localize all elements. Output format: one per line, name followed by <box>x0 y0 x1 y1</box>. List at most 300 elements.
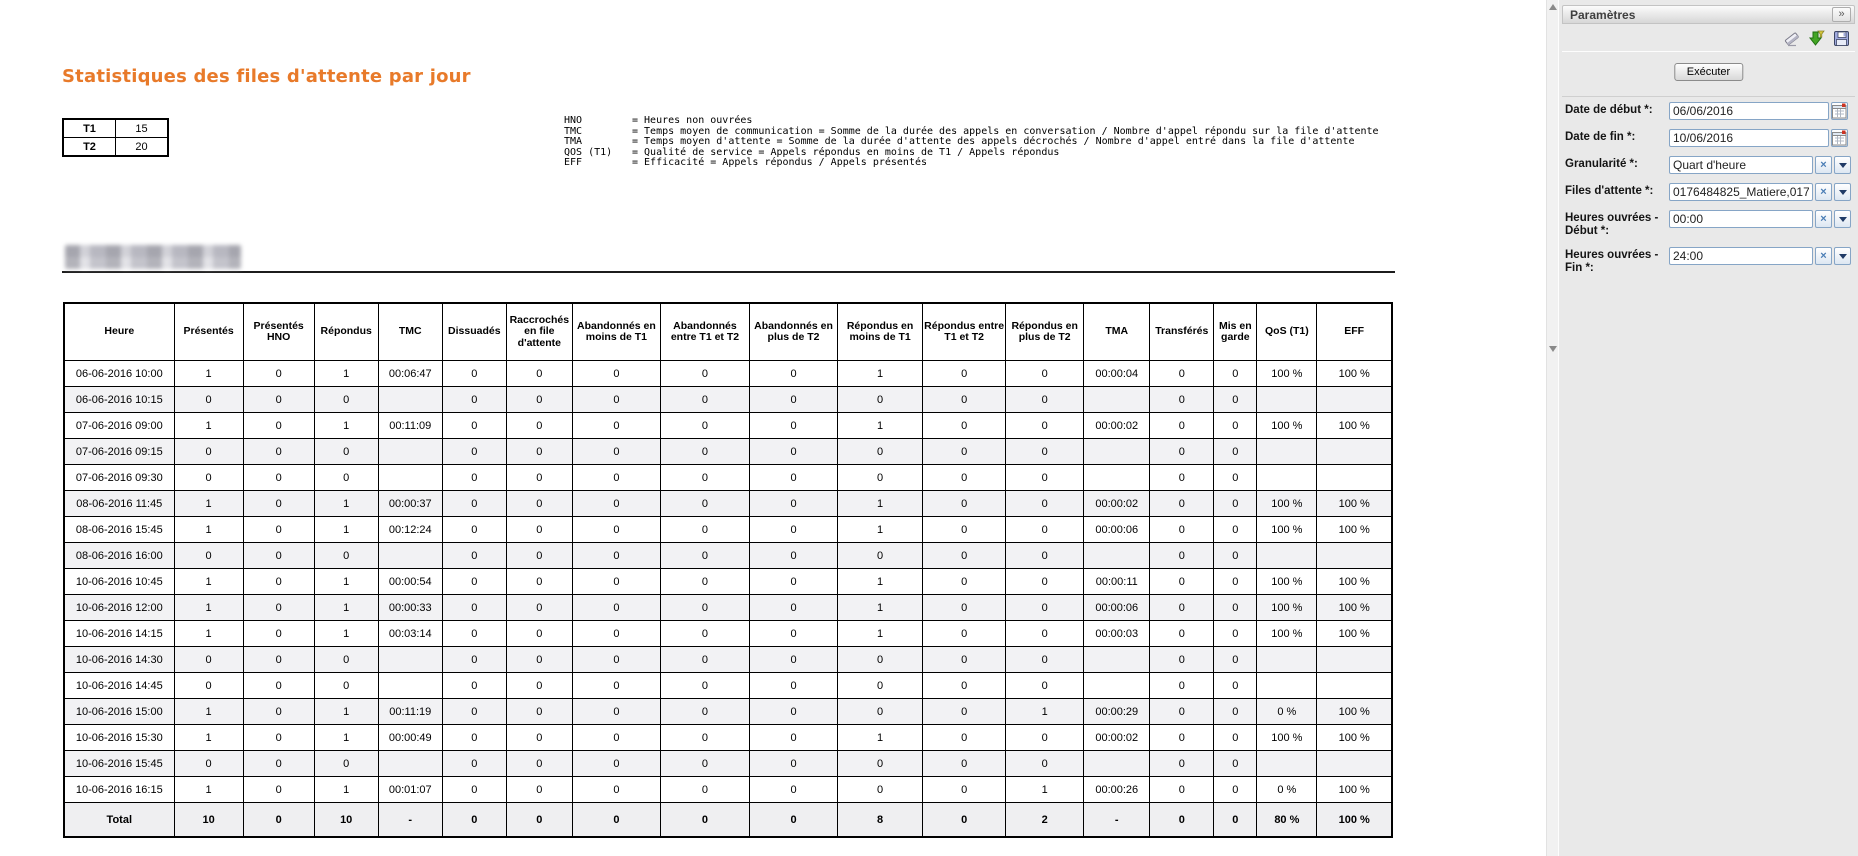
table-cell: 0 <box>1006 751 1084 777</box>
table-cell: 0 <box>1214 491 1257 517</box>
table-cell: 08-06-2016 16:00 <box>64 543 174 569</box>
table-cell: 0 <box>572 569 660 595</box>
table-cell: 08-06-2016 15:45 <box>64 517 174 543</box>
col-header: Heure <box>64 303 174 361</box>
table-cell: 0 <box>660 413 749 439</box>
table-cell <box>1257 647 1317 673</box>
table-cell: 0 <box>314 751 378 777</box>
threshold-value: 15 <box>116 119 169 138</box>
table-cell: 100 % <box>1317 569 1392 595</box>
calendar-icon[interactable] <box>1831 102 1848 120</box>
thresholds-table <box>62 118 169 157</box>
total-cell: 0 <box>923 803 1006 838</box>
table-cell <box>1257 439 1317 465</box>
table-cell: 00:00:49 <box>378 725 442 751</box>
table-cell: 0 <box>660 699 749 725</box>
table-cell: 0 <box>838 647 923 673</box>
dd-glyph-shape <box>1839 254 1847 259</box>
table-cell: 00:00:02 <box>1084 413 1150 439</box>
clear-icon[interactable] <box>1815 183 1832 201</box>
chevron-down-icon[interactable] <box>1834 156 1851 174</box>
table-cell: 1 <box>174 777 243 803</box>
table-cell: 0 <box>506 361 572 387</box>
table-cell: 0 <box>923 777 1006 803</box>
field-date-fin-input[interactable] <box>1669 129 1829 147</box>
field-date-debut-input[interactable] <box>1669 102 1829 120</box>
table-cell: 0 <box>923 673 1006 699</box>
table-cell: 0 <box>1214 439 1257 465</box>
table-cell: 1 <box>838 569 923 595</box>
table-row <box>64 439 1392 465</box>
table-cell <box>1317 387 1392 413</box>
col-header: Raccrochés en file d'attente <box>506 303 572 361</box>
panel-collapse-button[interactable]: » <box>1832 7 1851 22</box>
table-row <box>64 751 1392 777</box>
table-cell: 0 <box>923 621 1006 647</box>
table-cell <box>1084 465 1150 491</box>
table-cell: 100 % <box>1317 699 1392 725</box>
table-cell: 0 <box>442 439 506 465</box>
field-heures-ouvrees-debut-input[interactable] <box>1669 210 1813 228</box>
table-cell: 0 <box>1214 673 1257 699</box>
total-cell: 8 <box>838 803 923 838</box>
dd-glyph-shape <box>1839 190 1847 195</box>
table-cell: 0 <box>243 569 314 595</box>
field-files-attente-controls <box>1669 183 1851 201</box>
chevron-down-icon[interactable] <box>1834 183 1851 201</box>
table-cell: 07-06-2016 09:00 <box>64 413 174 439</box>
table-cell: 1 <box>314 413 378 439</box>
table-cell: 0 <box>660 387 749 413</box>
table-cell: 100 % <box>1317 491 1392 517</box>
table-cell: 0 <box>314 673 378 699</box>
legend-abbr: TMC <box>564 125 583 137</box>
col-header: Présentés <box>174 303 243 361</box>
x-glyph: × <box>1820 212 1827 225</box>
table-cell: 0 <box>660 361 749 387</box>
table-cell: 0 <box>923 699 1006 725</box>
legend-text: = Heures non ouvrées <box>632 115 753 126</box>
table-cell: 0 <box>660 439 749 465</box>
table-cell: 0 <box>243 413 314 439</box>
field-heures-ouvrees-fin-input[interactable] <box>1669 247 1813 265</box>
table-cell: 0 <box>1006 413 1084 439</box>
parameters-form <box>1565 102 1854 284</box>
table-cell: 0 <box>572 595 660 621</box>
table-cell <box>1084 751 1150 777</box>
table-cell: 00:00:37 <box>378 491 442 517</box>
table-cell: 100 % <box>1257 517 1317 543</box>
table-cell: 0 <box>243 699 314 725</box>
table-cell: 1 <box>174 491 243 517</box>
table-cell: 0 <box>442 647 506 673</box>
table-cell: 100 % <box>1257 621 1317 647</box>
legend-abbr: EFF <box>564 157 583 168</box>
table-cell: 0 <box>660 751 749 777</box>
field-date-fin-label: Date de fin *: <box>1565 131 1636 143</box>
clear-icon[interactable] <box>1815 247 1832 265</box>
table-cell: 0 <box>243 673 314 699</box>
table-cell: 0 <box>660 569 749 595</box>
table-row <box>64 543 1392 569</box>
table-cell: 0 <box>660 673 749 699</box>
x-glyph: × <box>1820 249 1827 262</box>
table-cell: 0 <box>838 777 923 803</box>
table-cell: 00:00:54 <box>378 569 442 595</box>
table-cell: 0 <box>660 543 749 569</box>
col-header: Transférés <box>1150 303 1214 361</box>
chevron-down-icon[interactable] <box>1834 210 1851 228</box>
table-cell: 0 <box>572 387 660 413</box>
table-cell: 100 % <box>1257 595 1317 621</box>
table-cell: 0 <box>1214 699 1257 725</box>
table-cell: 0 <box>174 439 243 465</box>
table-cell: 1 <box>174 621 243 647</box>
table-cell <box>378 751 442 777</box>
table-cell: 0 <box>1214 543 1257 569</box>
table-cell <box>1317 543 1392 569</box>
table-cell: 07-06-2016 09:30 <box>64 465 174 491</box>
table-cell: 0 <box>572 699 660 725</box>
table-cell: 0 <box>749 413 837 439</box>
table-row <box>64 413 1392 439</box>
table-cell: 1 <box>314 569 378 595</box>
field-heures-ouvrees-fin-label: Heures ouvrées - Fin *: <box>1565 249 1659 274</box>
table-cell: 0 <box>243 751 314 777</box>
table-cell: 00:00:29 <box>1084 699 1150 725</box>
table-cell: 0 <box>442 569 506 595</box>
table-cell: 00:00:33 <box>378 595 442 621</box>
table-cell: 00:03:14 <box>378 621 442 647</box>
table-cell: 0 <box>442 751 506 777</box>
table-cell <box>378 387 442 413</box>
table-cell: 0 <box>174 647 243 673</box>
execute-button[interactable]: Exécuter <box>1674 63 1743 81</box>
table-cell: 0 <box>442 621 506 647</box>
table-cell: 0 <box>243 387 314 413</box>
table-cell: 10-06-2016 14:30 <box>64 647 174 673</box>
scroll-down-icon[interactable] <box>1549 346 1557 352</box>
field-heures-ouvrees-fin-controls <box>1669 247 1851 265</box>
table-cell: 10-06-2016 10:45 <box>64 569 174 595</box>
table-cell: 0 <box>923 491 1006 517</box>
table-cell: 0 <box>923 465 1006 491</box>
stats-header-row <box>64 303 1392 361</box>
table-cell: 0 <box>1006 517 1084 543</box>
field-files-attente-input[interactable] <box>1669 183 1813 201</box>
table-cell: 0 <box>660 621 749 647</box>
table-cell: 0 <box>572 543 660 569</box>
thresholds-body <box>63 119 168 156</box>
field-granularite-input[interactable] <box>1669 156 1813 174</box>
table-cell: 0 % <box>1257 777 1317 803</box>
table-cell: 1 <box>314 491 378 517</box>
form-row-heures-ouvrees-fin <box>1565 247 1854 275</box>
table-cell: 0 <box>243 465 314 491</box>
table-cell: 0 <box>749 361 837 387</box>
table-cell: 0 <box>314 387 378 413</box>
panel-title: Paramètres <box>1570 7 1636 22</box>
table-cell <box>1084 439 1150 465</box>
total-cell: 100 % <box>1317 803 1392 838</box>
table-cell: 0 <box>838 465 923 491</box>
table-cell: 1 <box>174 569 243 595</box>
stats-body <box>64 361 1392 803</box>
table-cell: 00:00:11 <box>1084 569 1150 595</box>
threshold-value: 20 <box>116 138 169 157</box>
table-cell: 06-06-2016 10:00 <box>64 361 174 387</box>
threshold-row <box>63 119 168 138</box>
apply-filter-icon[interactable] <box>1808 30 1826 48</box>
x-glyph: × <box>1820 185 1827 198</box>
table-cell: 0 <box>572 751 660 777</box>
table-cell: 0 <box>243 777 314 803</box>
total-cell: 10 <box>174 803 243 838</box>
table-cell: 0 <box>174 465 243 491</box>
table-cell <box>378 465 442 491</box>
calendar-icon[interactable] <box>1831 129 1848 147</box>
table-cell: 100 % <box>1317 361 1392 387</box>
save-icon[interactable] <box>1833 30 1851 48</box>
table-cell: 1 <box>1006 777 1084 803</box>
table-cell: 0 <box>749 465 837 491</box>
table-cell: 1 <box>838 621 923 647</box>
col-header: TMC <box>378 303 442 361</box>
total-cell: - <box>1084 803 1150 838</box>
table-cell: 07-06-2016 09:15 <box>64 439 174 465</box>
table-cell: 1 <box>1006 699 1084 725</box>
total-cell: 0 <box>1150 803 1214 838</box>
table-cell: 100 % <box>1317 517 1392 543</box>
legend <box>564 116 1379 169</box>
col-header: Dissuadés <box>442 303 506 361</box>
table-cell: 0 <box>838 439 923 465</box>
table-cell: 00:12:24 <box>378 517 442 543</box>
queue-section-header <box>62 243 1395 273</box>
table-cell: 0 <box>506 777 572 803</box>
total-cell: - <box>378 803 442 838</box>
table-cell: 0 <box>1214 621 1257 647</box>
table-cell: 100 % <box>1257 413 1317 439</box>
table-cell: 0 <box>442 361 506 387</box>
table-row <box>64 673 1392 699</box>
table-cell <box>378 647 442 673</box>
table-cell: 0 <box>749 751 837 777</box>
table-cell <box>1317 647 1392 673</box>
table-cell: 00:00:06 <box>1084 517 1150 543</box>
table-cell: 100 % <box>1317 777 1392 803</box>
field-date-debut-controls <box>1669 102 1848 120</box>
table-row <box>64 517 1392 543</box>
table-cell: 00:06:47 <box>378 361 442 387</box>
table-cell: 100 % <box>1257 491 1317 517</box>
table-cell: 0 <box>572 465 660 491</box>
table-cell: 0 <box>749 673 837 699</box>
table-cell: 0 <box>749 517 837 543</box>
table-cell: 0 <box>1150 725 1214 751</box>
table-cell <box>1257 465 1317 491</box>
parameters-panel <box>1558 0 1858 856</box>
table-cell: 0 <box>1214 465 1257 491</box>
table-cell: 10-06-2016 15:30 <box>64 725 174 751</box>
x-glyph: × <box>1820 158 1827 171</box>
table-cell: 0 <box>243 725 314 751</box>
table-cell: 0 <box>749 621 837 647</box>
table-cell: 00:00:04 <box>1084 361 1150 387</box>
table-cell: 100 % <box>1317 413 1392 439</box>
table-cell: 0 <box>923 387 1006 413</box>
table-cell: 0 <box>749 491 837 517</box>
table-cell: 0 <box>442 387 506 413</box>
table-row <box>64 387 1392 413</box>
table-cell <box>1084 673 1150 699</box>
table-row <box>64 569 1392 595</box>
table-cell: 1 <box>174 699 243 725</box>
table-cell: 0 <box>506 569 572 595</box>
table-row <box>64 465 1392 491</box>
table-cell: 0 <box>660 595 749 621</box>
table-cell <box>1084 543 1150 569</box>
table-cell: 0 <box>572 517 660 543</box>
table-cell: 0 <box>442 465 506 491</box>
table-cell: 1 <box>314 621 378 647</box>
table-cell: 00:01:07 <box>378 777 442 803</box>
table-cell: 1 <box>314 595 378 621</box>
dd-glyph-shape <box>1839 163 1847 168</box>
table-cell: 1 <box>314 361 378 387</box>
table-cell: 100 % <box>1317 595 1392 621</box>
table-cell: 00:00:06 <box>1084 595 1150 621</box>
table-row <box>64 647 1392 673</box>
total-cell: 0 <box>660 803 749 838</box>
col-header: Répondus entre T1 et T2 <box>923 303 1006 361</box>
table-cell <box>378 673 442 699</box>
table-cell: 0 <box>1006 439 1084 465</box>
table-cell: 0 <box>923 543 1006 569</box>
table-cell <box>1317 439 1392 465</box>
table-cell: 0 <box>243 361 314 387</box>
page-title: Statistiques des files d'attente par jour <box>62 66 471 87</box>
table-cell: 1 <box>174 517 243 543</box>
table-cell <box>378 439 442 465</box>
table-cell: 0 % <box>1257 699 1317 725</box>
form-row-date-fin <box>1565 129 1854 147</box>
clear-icon[interactable] <box>1815 210 1832 228</box>
table-cell: 0 <box>1006 387 1084 413</box>
table-cell: 0 <box>572 725 660 751</box>
table-cell: 0 <box>1214 413 1257 439</box>
table-cell: 100 % <box>1317 725 1392 751</box>
table-cell <box>1257 543 1317 569</box>
table-cell: 0 <box>1214 751 1257 777</box>
table-cell: 0 <box>1150 647 1214 673</box>
table-cell <box>1084 387 1150 413</box>
table-cell: 10-06-2016 14:45 <box>64 673 174 699</box>
table-cell: 0 <box>506 439 572 465</box>
table-cell <box>1317 751 1392 777</box>
table-cell: 0 <box>1150 543 1214 569</box>
table-cell: 0 <box>243 595 314 621</box>
table-cell: 0 <box>243 517 314 543</box>
table-cell: 0 <box>923 361 1006 387</box>
table-cell: 100 % <box>1257 361 1317 387</box>
table-cell: 0 <box>749 569 837 595</box>
clear-icon[interactable] <box>1815 156 1832 174</box>
table-cell: 1 <box>314 699 378 725</box>
field-date-fin-controls <box>1669 129 1848 147</box>
scroll-up-icon[interactable] <box>1549 4 1557 10</box>
table-cell: 0 <box>572 647 660 673</box>
table-cell: 0 <box>923 413 1006 439</box>
table-cell: 0 <box>506 751 572 777</box>
table-row <box>64 595 1392 621</box>
table-cell: 0 <box>1214 569 1257 595</box>
table-cell: 0 <box>506 465 572 491</box>
table-cell: 0 <box>660 517 749 543</box>
table-cell: 0 <box>506 517 572 543</box>
legend-text: = Temps moyen de communication = Somme de la durée des appels en conversation / Nombre d'appel répondu sur la file d'attente <box>632 125 1379 137</box>
table-cell: 0 <box>243 647 314 673</box>
table-cell: 0 <box>442 491 506 517</box>
table-cell: 0 <box>572 621 660 647</box>
col-header: Mis en garde <box>1214 303 1257 361</box>
table-cell: 0 <box>506 699 572 725</box>
table-cell: 0 <box>749 543 837 569</box>
table-cell: 0 <box>174 387 243 413</box>
total-cell: 10 <box>314 803 378 838</box>
total-cell: 0 <box>572 803 660 838</box>
total-cell: 0 <box>749 803 837 838</box>
total-cell: 0 <box>243 803 314 838</box>
table-cell: 0 <box>1006 725 1084 751</box>
total-row <box>64 803 1392 838</box>
eraser-icon[interactable] <box>1783 30 1801 48</box>
table-cell: 0 <box>506 673 572 699</box>
form-row-granularite <box>1565 156 1854 174</box>
table-cell: 0 <box>749 647 837 673</box>
table-cell: 10-06-2016 14:15 <box>64 621 174 647</box>
total-cell: 0 <box>1214 803 1257 838</box>
table-row <box>64 777 1392 803</box>
table-cell: 0 <box>1214 595 1257 621</box>
field-date-debut-label: Date de début *: <box>1565 104 1653 116</box>
table-cell: 0 <box>1214 777 1257 803</box>
total-cell: 80 % <box>1257 803 1317 838</box>
field-files-attente-label: Files d'attente *: <box>1565 185 1654 197</box>
legend-abbr: HNO <box>564 115 583 126</box>
table-row <box>64 725 1392 751</box>
table-cell: 0 <box>1150 621 1214 647</box>
form-row-files-attente <box>1565 183 1854 201</box>
table-cell: 0 <box>243 543 314 569</box>
table-cell: 0 <box>506 647 572 673</box>
table-cell: 0 <box>660 491 749 517</box>
parameters-panel-header <box>1562 5 1855 24</box>
table-cell: 0 <box>314 543 378 569</box>
table-cell: 0 <box>1006 673 1084 699</box>
col-header: QoS (T1) <box>1257 303 1317 361</box>
table-cell: 08-06-2016 11:45 <box>64 491 174 517</box>
table-cell: 0 <box>174 543 243 569</box>
table-cell: 0 <box>1150 751 1214 777</box>
chevron-down-icon[interactable] <box>1834 247 1851 265</box>
field-heures-ouvrees-debut-label: Heures ouvrées - Début *: <box>1565 212 1659 237</box>
table-cell: 00:00:26 <box>1084 777 1150 803</box>
table-cell <box>1084 647 1150 673</box>
table-cell: 0 <box>174 673 243 699</box>
table-cell: 0 <box>442 699 506 725</box>
table-cell: 0 <box>1150 439 1214 465</box>
